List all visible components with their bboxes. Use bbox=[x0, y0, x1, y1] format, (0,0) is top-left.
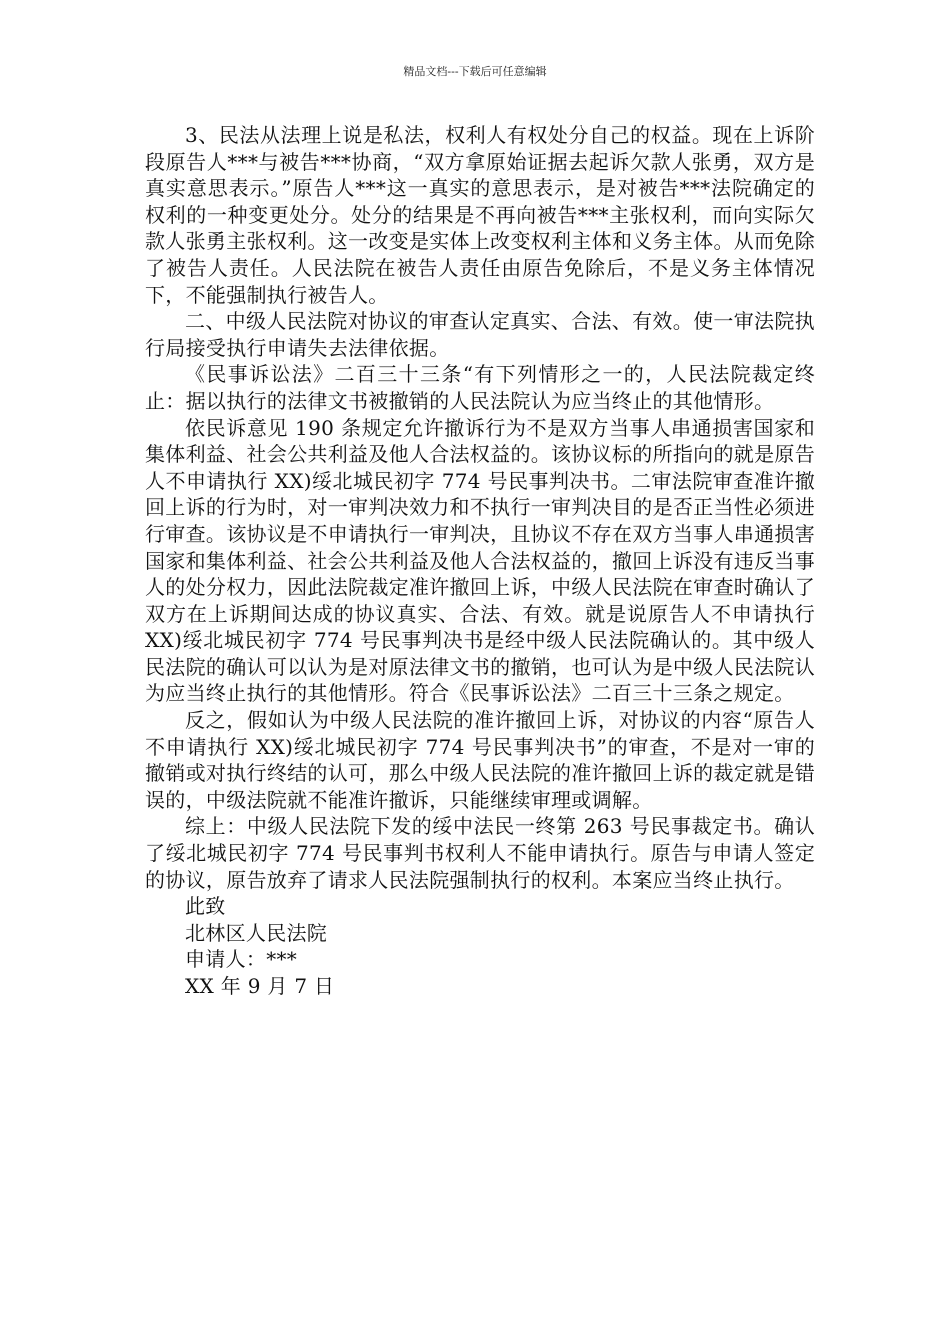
paragraph-5: 反之，假如认为中级人民法院的准许撤回上诉，对协议的内容“原告人不申请执行 XX)绥北城民初字 774 号民事判决书”的审查，不是对一审的撤销或对执行终结的认可，那么中级人民法院的准许撤回上诉的裁定就是错误的，中级法院就不能准许撤诉，只能继续审理或调解。 bbox=[145, 708, 815, 812]
page-header: 精品文档---下载后可任意编辑 bbox=[403, 65, 547, 78]
paragraph-1: 3、民法从法理上说是私法，权利人有权处分自己的权益。现在上诉阶段原告人***与被告***协商，“双方拿原始证据去起诉欠款人张勇，双方是真实意思表示。”原告人***这一真实的意思表示，是对被告***法院确定的权利的一种变更处分。处分的结果是不再向被告***主张权利，而向实际欠款人张勇主张权利。这一改变是实体上改变权利主体和义务主体。从而免除了被告人责任。人民法院在被告人责任由原告免除后，不是义务主体情况下，不能强制执行被告人。 bbox=[145, 123, 815, 307]
applicant-line: 申请人：*** bbox=[185, 947, 298, 972]
recipient-court: 北林区人民法院 bbox=[185, 920, 328, 945]
salutation: 此致 bbox=[185, 894, 226, 919]
document-body bbox=[145, 122, 815, 1000]
paragraph-2: 二、中级人民法院对协议的审查认定真实、合法、有效。使一审法院执行局接受执行申请失去法律依据。 bbox=[145, 309, 815, 360]
paragraph-4: 依民诉意见 190 条规定允许撤诉行为不是双方当事人串通损害国家和集体利益、社会公共利益及他人合法权益的。该协议标的所指向的就是原告人不申请执行 XX)绥北城民初字 774 号民事判决书。二审法院审查准许撤回上诉的行为时，对一审判决效力和不执行一审判决目的是否正当性必须进行审查。该协议是不申请执行一审判决，且协议不存在双方当事人串通损害国家和集体利益、社会公共利益及他人合法权益的，撤回上诉没有违反当事人的处分权力，因此法院裁定准许撤回上诉，中级人民法院在审查时确认了双方在上诉期间达成的协议真实、合法、有效。就是说原告人不申请执行 XX)绥北城民初字 774 号民事判决书是经中级人民法院确认的。其中级人民法院的确认可以认为是对原法律文书的撤销，也可认为是中级人民法院认为应当终止执行的其他情形。符合《民事诉讼法》二百三十三条之规定。 bbox=[145, 415, 815, 706]
paragraph-3: 《民事诉讼法》二百三十三条“有下列情形之一的，人民法院裁定终止：据以执行的法律文书被撤销的人民法院认为应当终止的其他情形。 bbox=[145, 362, 815, 413]
paragraph-6: 综上：中级人民法院下发的绥中法民一终第 263 号民事裁定书。确认了绥北城民初字 774 号民事判书权利人不能申请执行。原告与申请人签定的协议，原告放弃了请求人民法院强制执行的权利。本案应当终止执行。 bbox=[145, 814, 815, 892]
date-line: XX 年 9 月 7 日 bbox=[185, 974, 335, 998]
